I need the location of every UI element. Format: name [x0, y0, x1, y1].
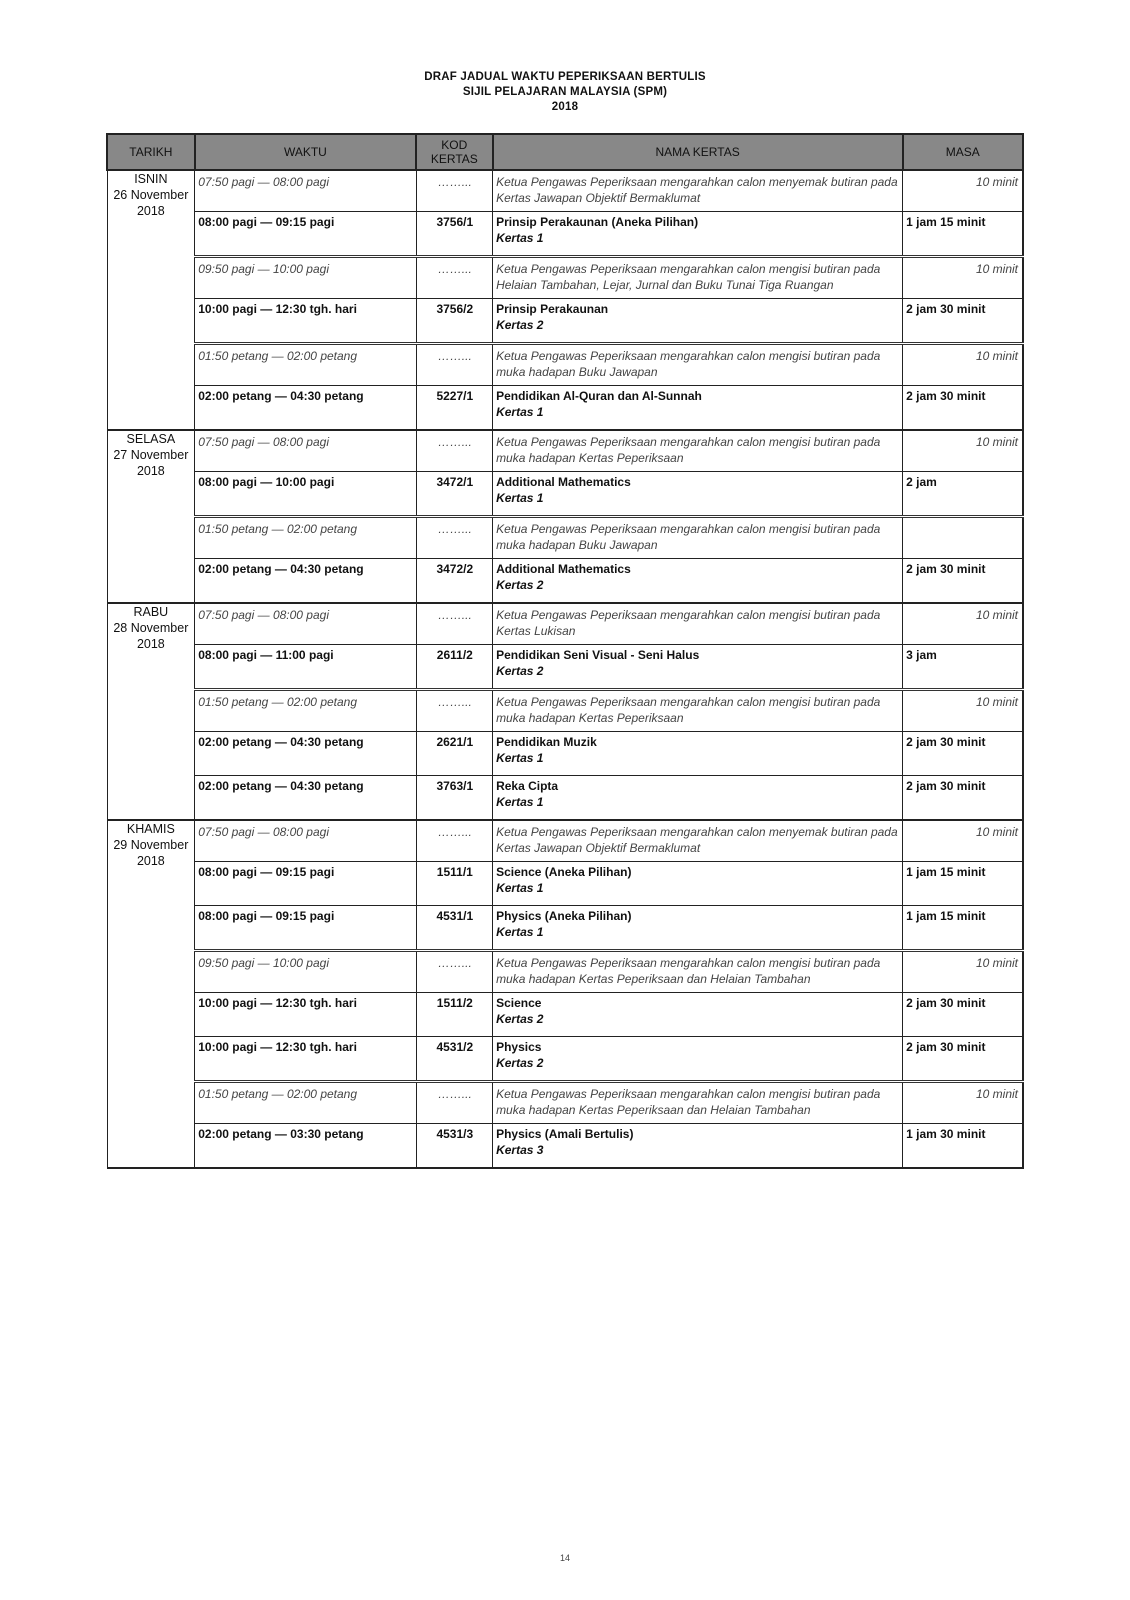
duration-cell [903, 820, 1023, 862]
code-cell [416, 257, 493, 299]
paper-name-cell [493, 559, 903, 604]
col-kod-line1: KOD [441, 138, 468, 152]
duration-cell [903, 1124, 1023, 1169]
paper-number: Kertas 1 [496, 231, 544, 245]
time-cell [195, 1124, 416, 1169]
day-date: 29 November [113, 838, 189, 852]
paper-name: Science [496, 996, 542, 1010]
instruction-text: Ketua Pengawas Peperiksaan mengarahkan calon mengisi butiran pada muka hadapan Kertas Peperiksaan [496, 695, 881, 725]
duration-cell [903, 993, 1023, 1037]
instruction-text: Ketua Pengawas Peperiksaan mengarahkan calon mengisi butiran pada muka hadapan Buku Jawapan [496, 349, 881, 379]
time-range: 02:00 petang — 04:30 petang [198, 389, 364, 403]
paper-code: ……... [437, 825, 472, 839]
code-cell [416, 993, 493, 1037]
time-cell [195, 732, 416, 776]
paper-number: Kertas 1 [496, 881, 544, 895]
time-cell [195, 299, 416, 344]
duration: 3 jam [906, 648, 937, 662]
paper-code: ……... [437, 175, 472, 189]
paper-name: Pendidikan Al-Quran dan Al-Sunnah [496, 389, 702, 403]
code-cell [416, 1082, 493, 1124]
day-year: 2018 [136, 637, 165, 651]
time-cell [195, 170, 416, 212]
duration: 1 jam 15 minit [906, 909, 986, 923]
exam-row [107, 732, 1023, 776]
paper-name: Physics (Amali Bertulis) [496, 1127, 634, 1141]
instruction-text: Ketua Pengawas Peperiksaan mengarahkan calon mengisi butiran pada muka hadapan Kertas Peperiksaan [496, 435, 881, 465]
day-date-cell [107, 170, 195, 430]
exam-row [107, 906, 1023, 951]
time-cell [195, 690, 416, 732]
code-cell [416, 645, 493, 690]
code-cell [416, 820, 493, 862]
day-day: KHAMIS [126, 822, 175, 836]
exam-row [107, 776, 1023, 821]
duration-cell [903, 299, 1023, 344]
col-masa: MASA [903, 134, 1023, 170]
code-cell [416, 951, 493, 993]
duration-cell [903, 1082, 1023, 1124]
time-range: 08:00 pagi — 09:15 pagi [198, 215, 335, 229]
paper-name-cell [493, 1037, 903, 1082]
paper-name: Physics [496, 1040, 542, 1054]
time-range: 08:00 pagi — 11:00 pagi [198, 648, 334, 662]
instruction-row [107, 344, 1023, 386]
time-cell [195, 257, 416, 299]
paper-code: 3472/1 [436, 475, 474, 489]
code-cell [416, 386, 493, 431]
paper-code: 5227/1 [436, 389, 474, 403]
duration: 2 jam 30 minit [906, 779, 986, 793]
duration [903, 518, 1022, 558]
day-year: 2018 [136, 854, 165, 868]
paper-number: Kertas 1 [496, 405, 544, 419]
paper-name-cell [493, 1082, 903, 1124]
paper-name: Prinsip Perakaunan [496, 302, 609, 316]
time-range: 02:00 petang — 04:30 petang [198, 562, 364, 576]
paper-code: 3756/2 [436, 302, 474, 316]
document-header [0, 70, 1130, 115]
paper-name-cell [493, 862, 903, 906]
paper-name-cell [493, 906, 903, 951]
day-date: 27 November [113, 448, 189, 462]
paper-name-cell [493, 732, 903, 776]
time-cell [195, 1082, 416, 1124]
instruction-row [107, 603, 1023, 645]
paper-name-cell [493, 603, 903, 645]
code-cell [416, 776, 493, 821]
duration-cell [903, 732, 1023, 776]
exam-row [107, 993, 1023, 1037]
time-cell [195, 951, 416, 993]
time-range: 09:50 pagi — 10:00 pagi [198, 262, 329, 276]
paper-name-cell [493, 386, 903, 431]
duration: 10 minit [975, 175, 1018, 189]
paper-name-cell [493, 776, 903, 821]
instruction-row [107, 257, 1023, 299]
duration: 10 minit [975, 1087, 1018, 1101]
paper-number: Kertas 3 [496, 1143, 544, 1157]
exam-row [107, 1124, 1023, 1169]
paper-code: ……... [437, 349, 472, 363]
paper-code: ……... [437, 262, 472, 276]
time-cell [195, 430, 416, 472]
paper-number: Kertas 2 [496, 318, 544, 332]
time-range: 08:00 pagi — 09:15 pagi [198, 865, 335, 879]
duration-cell [903, 257, 1023, 299]
paper-number: Kertas 1 [496, 751, 544, 765]
paper-code: ……... [437, 956, 472, 970]
duration-cell [903, 690, 1023, 732]
paper-code: 2611/2 [436, 648, 473, 662]
time-range: 07:50 pagi — 08:00 pagi [198, 435, 329, 449]
paper-number: Kertas 1 [496, 491, 544, 505]
col-kod-line2: KERTAS [430, 152, 478, 166]
instruction-row [107, 1082, 1023, 1124]
time-cell [195, 645, 416, 690]
paper-name-cell [493, 430, 903, 472]
duration: 10 minit [975, 435, 1018, 449]
time-range: 02:00 petang — 04:30 petang [198, 779, 364, 793]
paper-name: Additional Mathematics [496, 475, 631, 489]
time-cell [195, 212, 416, 257]
time-range: 01:50 petang — 02:00 petang [198, 695, 358, 709]
exam-timetable [106, 133, 1024, 1169]
instruction-text: Ketua Pengawas Peperiksaan mengarahkan calon mengisi butiran pada muka hadapan Kertas Peperiksaan dan Helaian Tambahan [496, 956, 881, 986]
code-cell [416, 517, 493, 559]
paper-number: Kertas 2 [496, 664, 544, 678]
exam-row [107, 212, 1023, 257]
paper-name: Pendidikan Muzik [496, 735, 597, 749]
paper-name: Prinsip Perakaunan (Aneka Pilihan) [496, 215, 699, 229]
duration: 10 minit [975, 825, 1018, 839]
time-cell [195, 603, 416, 645]
timetable-header [107, 134, 1023, 170]
col-tarikh: TARIKH [107, 134, 195, 170]
time-cell [195, 862, 416, 906]
instruction-text: Ketua Pengawas Peperiksaan mengarahkan calon menyemak butiran pada Kertas Jawapan Objektif Bermaklumat [496, 175, 898, 205]
instruction-text: Ketua Pengawas Peperiksaan mengarahkan calon mengisi butiran pada Kertas Lukisan [496, 608, 881, 638]
duration: 2 jam [906, 475, 937, 489]
exam-row [107, 386, 1023, 431]
paper-code: 4531/1 [436, 909, 474, 923]
time-cell [195, 344, 416, 386]
paper-code: 1511/1 [436, 865, 473, 879]
paper-code: 3472/2 [436, 562, 474, 576]
time-range: 01:50 petang — 02:00 petang [198, 522, 358, 536]
instruction-row [107, 690, 1023, 732]
duration-cell [903, 1037, 1023, 1082]
code-cell [416, 344, 493, 386]
paper-code: 2621/1 [436, 735, 474, 749]
paper-name-cell [493, 299, 903, 344]
code-cell [416, 212, 493, 257]
paper-name-cell [493, 212, 903, 257]
exam-row [107, 862, 1023, 906]
instruction-text: Ketua Pengawas Peperiksaan mengarahkan calon mengisi butiran pada Helaian Tambahan, Lejar, Jurnal dan Buku Tunai Tiga Ruangan [496, 262, 881, 292]
day-day: ISNIN [134, 172, 168, 186]
time-cell [195, 386, 416, 431]
paper-code: ……... [437, 435, 472, 449]
exam-row [107, 472, 1023, 517]
duration: 1 jam 15 minit [906, 865, 986, 879]
duration: 2 jam 30 minit [906, 302, 986, 316]
exam-row [107, 299, 1023, 344]
duration-cell [903, 559, 1023, 604]
instruction-row [107, 430, 1023, 472]
paper-name-cell [493, 170, 903, 212]
exam-row [107, 1037, 1023, 1082]
duration-cell [903, 517, 1023, 559]
paper-name: Reka Cipta [496, 779, 559, 793]
duration: 2 jam 30 minit [906, 996, 986, 1010]
duration: 2 jam 30 minit [906, 735, 986, 749]
time-range: 07:50 pagi — 08:00 pagi [198, 608, 329, 622]
time-range: 10:00 pagi — 12:30 tgh. hari [198, 302, 357, 316]
exam-row [107, 559, 1023, 604]
instruction-text: Ketua Pengawas Peperiksaan mengarahkan calon mengisi butiran pada muka hadapan Kertas Peperiksaan dan Helaian Tambahan [496, 1087, 881, 1117]
instruction-row [107, 517, 1023, 559]
time-cell [195, 776, 416, 821]
paper-code: ……... [437, 1087, 472, 1101]
day-block [107, 603, 1023, 820]
paper-name-cell [493, 820, 903, 862]
paper-name-cell [493, 257, 903, 299]
duration: 2 jam 30 minit [906, 389, 986, 403]
time-range: 01:50 petang — 02:00 petang [198, 1087, 358, 1101]
duration-cell [903, 344, 1023, 386]
header-year: 2018 [551, 101, 579, 113]
duration: 1 jam 30 minit [906, 1127, 986, 1141]
instruction-text: Ketua Pengawas Peperiksaan mengarahkan calon menyemak butiran pada Kertas Jawapan Objektif Bermaklumat [496, 825, 898, 855]
paper-name: Additional Mathematics [496, 562, 631, 576]
paper-code: 3756/1 [436, 215, 474, 229]
paper-name: Pendidikan Seni Visual - Seni Halus [496, 648, 700, 662]
code-cell [416, 732, 493, 776]
time-cell [195, 906, 416, 951]
day-date: 26 November [113, 188, 189, 202]
code-cell [416, 862, 493, 906]
duration-cell [903, 212, 1023, 257]
code-cell [416, 430, 493, 472]
time-range: 07:50 pagi — 08:00 pagi [198, 825, 329, 839]
day-year: 2018 [136, 464, 165, 478]
code-cell [416, 472, 493, 517]
day-day: RABU [133, 605, 169, 619]
paper-number: Kertas 1 [496, 925, 544, 939]
code-cell [416, 906, 493, 951]
instruction-text: Ketua Pengawas Peperiksaan mengarahkan calon mengisi butiran pada muka hadapan Buku Jawapan [496, 522, 881, 552]
code-cell [416, 559, 493, 604]
page-number: 14 [559, 1553, 570, 1563]
paper-number: Kertas 2 [496, 1012, 544, 1026]
day-block [107, 820, 1023, 1168]
code-cell [416, 1124, 493, 1169]
time-cell [195, 517, 416, 559]
time-range: 02:00 petang — 03:30 petang [198, 1127, 364, 1141]
paper-name-cell [493, 951, 903, 993]
paper-name-cell [493, 1124, 903, 1169]
time-range: 10:00 pagi — 12:30 tgh. hari [198, 996, 357, 1010]
paper-code: 4531/2 [436, 1040, 474, 1054]
duration: 10 minit [975, 608, 1018, 622]
paper-name: Science (Aneka Pilihan) [496, 865, 632, 879]
paper-number: Kertas 1 [496, 795, 544, 809]
duration-cell [903, 645, 1023, 690]
col-waktu: WAKTU [195, 134, 416, 170]
duration: 2 jam 30 minit [906, 562, 986, 576]
header-subtitle: SIJIL PELAJARAN MALAYSIA (SPM) [462, 86, 668, 98]
col-kod-kertas [416, 134, 493, 170]
duration: 2 jam 30 minit [906, 1040, 986, 1054]
paper-name-cell [493, 344, 903, 386]
duration-cell [903, 603, 1023, 645]
code-cell [416, 603, 493, 645]
duration-cell [903, 430, 1023, 472]
instruction-row [107, 951, 1023, 993]
duration-cell [903, 776, 1023, 821]
day-date-cell [107, 820, 195, 1168]
duration-cell [903, 906, 1023, 951]
time-cell [195, 1037, 416, 1082]
day-date-cell [107, 603, 195, 820]
duration: 1 jam 15 minit [906, 215, 986, 229]
time-range: 07:50 pagi — 08:00 pagi [198, 175, 329, 189]
duration-cell [903, 862, 1023, 906]
code-cell [416, 1037, 493, 1082]
header-title: DRAF JADUAL WAKTU PEPERIKSAAN BERTULIS [424, 71, 706, 83]
day-day: SELASA [126, 432, 176, 446]
time-cell [195, 993, 416, 1037]
paper-name-cell [493, 993, 903, 1037]
duration-cell [903, 170, 1023, 212]
paper-name-cell [493, 472, 903, 517]
code-cell [416, 690, 493, 732]
paper-name-cell [493, 517, 903, 559]
paper-name-cell [493, 690, 903, 732]
duration-cell [903, 951, 1023, 993]
time-range: 02:00 petang — 04:30 petang [198, 735, 364, 749]
paper-code: 4531/3 [436, 1127, 474, 1141]
duration-cell [903, 386, 1023, 431]
duration: 10 minit [975, 956, 1018, 970]
paper-code: 1511/2 [436, 996, 473, 1010]
duration: 10 minit [975, 695, 1018, 709]
paper-name-cell [493, 645, 903, 690]
time-range: 08:00 pagi — 09:15 pagi [198, 909, 335, 923]
paper-code: ……... [437, 608, 472, 622]
duration: 10 minit [975, 262, 1018, 276]
day-block [107, 430, 1023, 603]
code-cell [416, 299, 493, 344]
day-year: 2018 [136, 204, 165, 218]
paper-code: 3763/1 [436, 779, 474, 793]
time-cell [195, 472, 416, 517]
duration: 10 minit [975, 349, 1018, 363]
time-range: 08:00 pagi — 10:00 pagi [198, 475, 335, 489]
time-range: 01:50 petang — 02:00 petang [198, 349, 358, 363]
day-block [107, 170, 1023, 430]
exam-row [107, 645, 1023, 690]
paper-code: ……... [437, 695, 472, 709]
duration-cell [903, 472, 1023, 517]
time-cell [195, 820, 416, 862]
time-cell [195, 559, 416, 604]
instruction-row [107, 820, 1023, 862]
time-range: 09:50 pagi — 10:00 pagi [198, 956, 329, 970]
col-nama-kertas: NAMA KERTAS [493, 134, 903, 170]
day-date: 28 November [113, 621, 189, 635]
time-range: 10:00 pagi — 12:30 tgh. hari [198, 1040, 357, 1054]
paper-code: ……... [437, 522, 472, 536]
paper-name: Physics (Aneka Pilihan) [496, 909, 632, 923]
paper-number: Kertas 2 [496, 578, 544, 592]
code-cell [416, 170, 493, 212]
instruction-row [107, 170, 1023, 212]
day-date-cell [107, 430, 195, 603]
paper-number: Kertas 2 [496, 1056, 544, 1070]
